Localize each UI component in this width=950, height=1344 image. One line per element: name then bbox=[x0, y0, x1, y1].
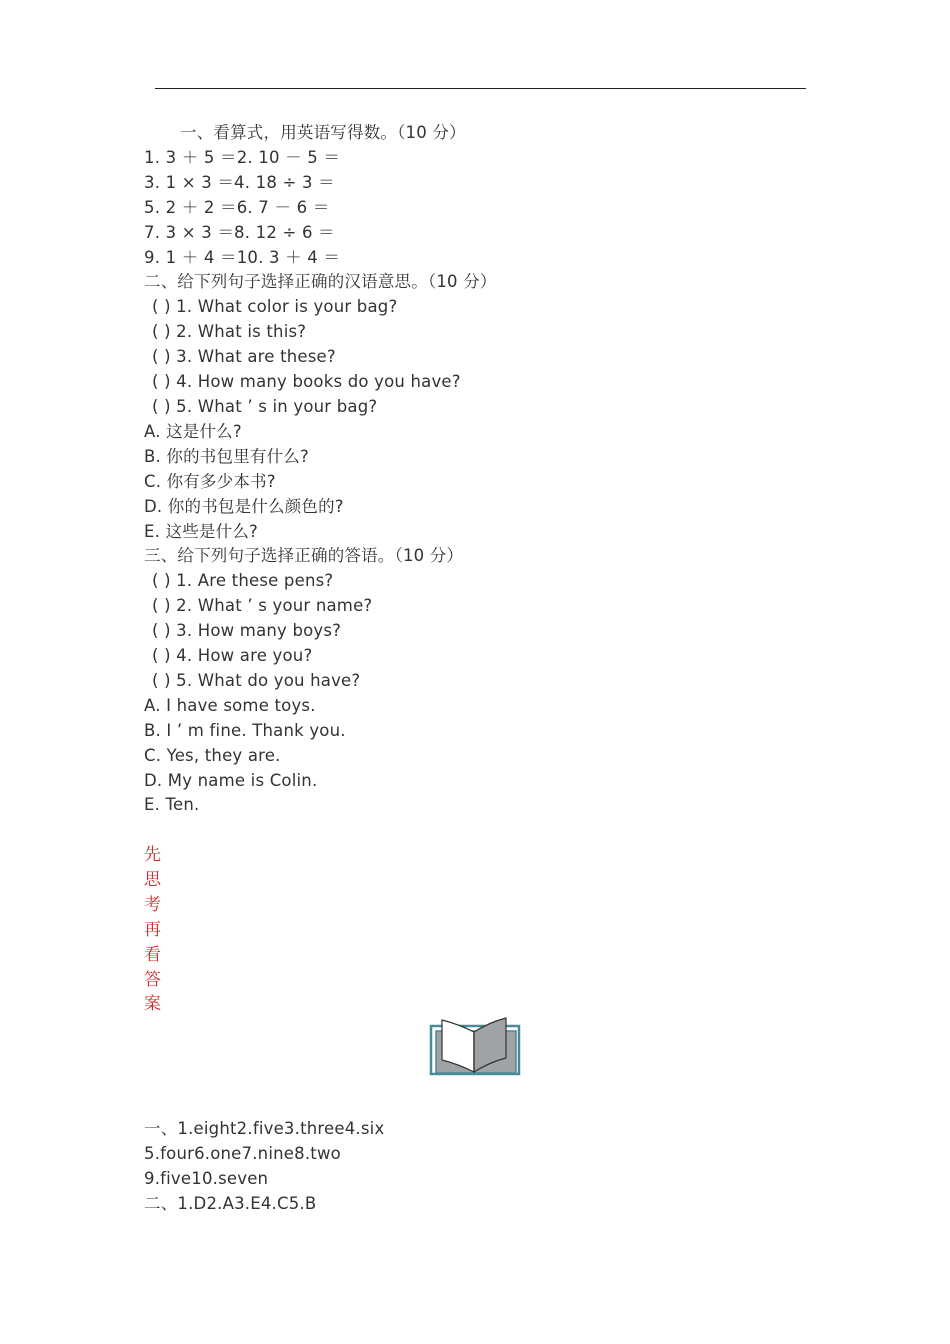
section3-questions bbox=[144, 569, 824, 694]
section2-options bbox=[144, 420, 824, 545]
note-char: 先 bbox=[144, 845, 161, 865]
option-item: E. Ten. bbox=[144, 795, 200, 815]
option-item: B. I ’ m fine. Thank you. bbox=[144, 720, 346, 740]
note-char: 答 bbox=[144, 969, 161, 990]
section1-heading: 一、看算式，用英语写得数。（10 分） bbox=[180, 123, 466, 142]
note-char: 考 bbox=[144, 894, 161, 915]
math-item: 3. 1 × 3 ＝4. 18 ÷ 3 ＝ bbox=[144, 172, 335, 192]
note-char: 思 bbox=[144, 869, 161, 890]
question-item: ( ) 1. What color is your bag? bbox=[152, 297, 398, 317]
note-char: 再 bbox=[144, 919, 161, 940]
question-item: ( ) 5. What do you have? bbox=[152, 670, 361, 690]
math-item: 7. 3 × 3 ＝8. 12 ÷ 6 ＝ bbox=[144, 222, 335, 242]
option-item: D. My name is Colin. bbox=[144, 770, 318, 790]
section2-heading: 二、给下列句子选择正确的汉语意思。（10 分） bbox=[144, 272, 497, 292]
answer-line: 二、1.D2.A3.E4.C5.B bbox=[144, 1193, 317, 1213]
option-item: A. I have some toys. bbox=[144, 695, 316, 715]
section3-heading: 三、给下列句子选择正确的答语。（10 分） bbox=[144, 546, 464, 566]
section2-questions bbox=[144, 295, 824, 420]
question-item: ( ) 3. What are these? bbox=[152, 347, 336, 367]
question-item: ( ) 4. How are you? bbox=[152, 646, 313, 666]
option-item: A. 这是什么? bbox=[144, 421, 242, 441]
question-item: ( ) 4. How many books do you have? bbox=[152, 372, 461, 392]
section1-items bbox=[144, 146, 824, 271]
math-item: 5. 2 ＋ 2 ＝6. 7 － 6 ＝ bbox=[144, 197, 330, 217]
think-first-note bbox=[144, 843, 166, 1017]
note-char: 看 bbox=[144, 944, 161, 965]
option-item: C. 你有多少本书? bbox=[144, 471, 276, 491]
open-book-icon bbox=[428, 1016, 522, 1078]
question-item: ( ) 2. What is this? bbox=[152, 322, 307, 342]
answer-key bbox=[144, 1117, 824, 1217]
option-item: B. 你的书包里有什么? bbox=[144, 446, 309, 466]
option-item: D. 你的书包是什么颜色的? bbox=[144, 496, 344, 516]
answer-line: 9.five10.seven bbox=[144, 1168, 269, 1188]
note-char: 案 bbox=[144, 994, 161, 1015]
option-item: C. Yes, they are. bbox=[144, 745, 281, 765]
question-item: ( ) 3. How many boys? bbox=[152, 621, 342, 641]
question-item: ( ) 2. What ’ s your name? bbox=[152, 596, 373, 616]
question-item: ( ) 1. Are these pens? bbox=[152, 571, 334, 591]
header-rule bbox=[155, 88, 806, 89]
math-item: 9. 1 ＋ 4 ＝10. 3 ＋ 4 ＝ bbox=[144, 247, 341, 267]
math-item: 1. 3 ＋ 5 ＝2. 10 － 5 ＝ bbox=[144, 147, 341, 167]
worksheet-body bbox=[144, 121, 824, 818]
answer-line: 一、1.eight2.five3.three4.six bbox=[144, 1119, 385, 1138]
section3-options bbox=[144, 694, 824, 819]
question-item: ( ) 5. What ’ s in your bag? bbox=[152, 396, 378, 416]
answer-line: 5.four6.one7.nine8.two bbox=[144, 1143, 341, 1163]
option-item: E. 这些是什么? bbox=[144, 521, 258, 541]
